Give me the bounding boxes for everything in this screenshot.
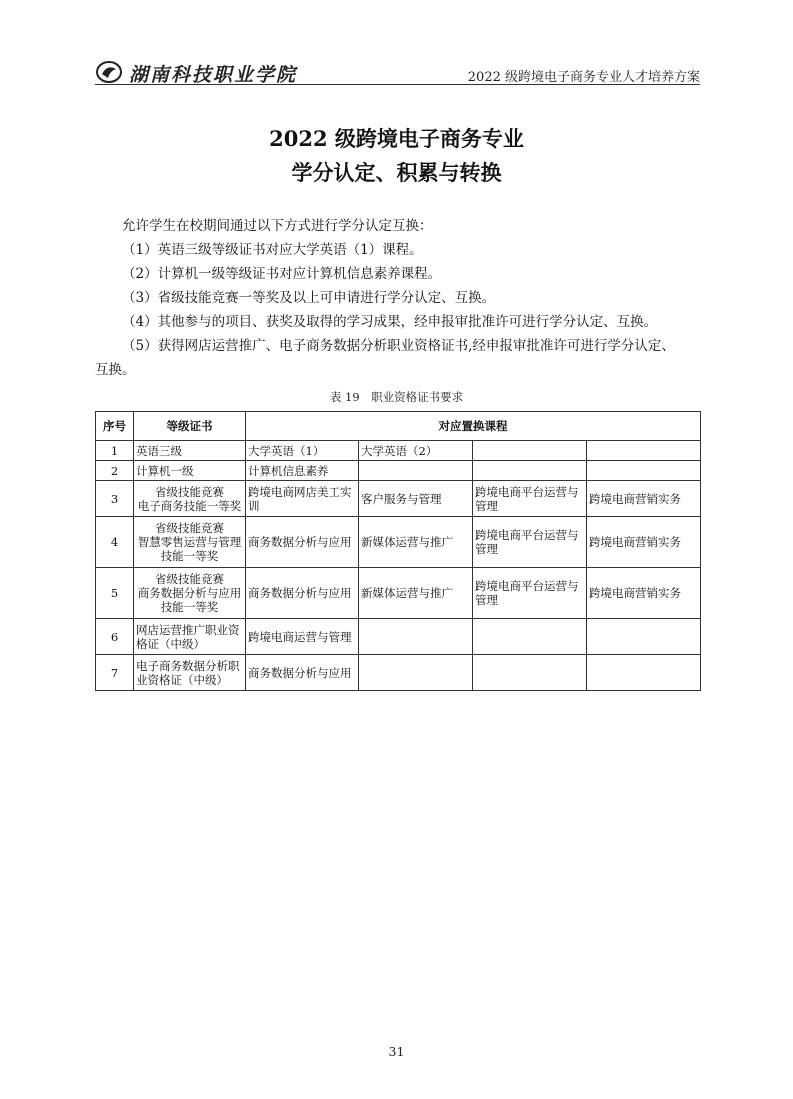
cell-course: 计算机信息素养 — [246, 461, 359, 481]
header-cert: 等级证书 — [134, 412, 246, 441]
cell-course: 商务数据分析与应用 — [246, 655, 359, 691]
table-row — [96, 619, 701, 655]
cell-course: 跨境电商网店美工实训 — [246, 481, 359, 517]
certificate-table — [95, 411, 701, 691]
header-no: 序号 — [96, 412, 134, 441]
cell-course: 新媒体运营与推广 — [359, 517, 473, 568]
page-title-line1: 2022 级跨境电子商务专业 — [269, 126, 524, 151]
intro-line: （2）计算机一级等级证书对应计算机信息素养课程。 — [122, 266, 442, 282]
intro-line: （4）其他参与的项目、获奖及取得的学习成果，经申报审批准许可进行学分认定、互换。 — [122, 314, 658, 330]
cell-no: 2 — [96, 461, 134, 481]
cell-course — [359, 619, 473, 655]
cell-course — [473, 461, 587, 481]
cell-course — [587, 619, 701, 655]
cell-cert: 省级技能竞赛 智慧零售运营与管理技能一等奖 — [134, 517, 246, 568]
cell-no: 7 — [96, 655, 134, 691]
table-body — [96, 441, 701, 691]
cell-course — [359, 461, 473, 481]
school-logo-icon — [95, 60, 123, 84]
cell-course — [587, 461, 701, 481]
intro-line: （5）获得网店运营推广、电子商务数据分析职业资格证书,经申报审批准许可进行学分认定、 — [122, 338, 675, 354]
page-number: 31 — [388, 1044, 405, 1059]
intro-line: 互换。 — [95, 362, 136, 378]
cell-course — [587, 655, 701, 691]
page-title-line2: 学分认定、积累与转换 — [291, 160, 502, 185]
cell-course: 大学英语（2） — [359, 441, 473, 461]
cell-course: 跨境电商营销实务 — [587, 517, 701, 568]
cell-no: 3 — [96, 481, 134, 517]
intro-paragraph — [95, 214, 700, 382]
cell-no: 4 — [96, 517, 134, 568]
header-divider — [95, 84, 700, 85]
cell-course: 商务数据分析与应用 — [246, 568, 359, 619]
cell-course: 跨境电商营销实务 — [587, 481, 701, 517]
table-row — [96, 441, 701, 461]
intro-line: （1）英语三级等级证书对应大学英语（1）课程。 — [122, 242, 423, 258]
cell-cert: 电子商务数据分析职业资格证（中级） — [134, 655, 246, 691]
cell-course: 客户服务与管理 — [359, 481, 473, 517]
table-row — [96, 568, 701, 619]
cell-cert: 省级技能竞赛 电子商务技能一等奖 — [134, 481, 246, 517]
cell-course — [473, 655, 587, 691]
table-row — [96, 655, 701, 691]
intro-line: 允许学生在校期间通过以下方式进行学分认定互换： — [122, 218, 433, 234]
cell-course: 跨境电商平台运营与管理 — [473, 568, 587, 619]
cell-course: 新媒体运营与推广 — [359, 568, 473, 619]
intro-line: （3）省级技能竞赛一等奖及以上可申请进行学分认定、互换。 — [122, 290, 496, 306]
cell-no: 6 — [96, 619, 134, 655]
cell-course: 跨境电商平台运营与管理 — [473, 481, 587, 517]
cell-course — [359, 655, 473, 691]
cell-course: 大学英语（1） — [246, 441, 359, 461]
table-header-row — [96, 412, 701, 441]
cell-course: 跨境电商运营与管理 — [246, 619, 359, 655]
running-header-title: 2022 级跨境电子商务专业人才培养方案 — [467, 70, 700, 85]
cell-course — [473, 441, 587, 461]
cell-cert: 计算机一级 — [134, 461, 246, 481]
cell-no: 5 — [96, 568, 134, 619]
table-row — [96, 517, 701, 568]
school-name: 湖南科技职业学院 — [129, 64, 298, 86]
cell-course: 商务数据分析与应用 — [246, 517, 359, 568]
header-courses: 对应置换课程 — [246, 412, 701, 441]
cell-course: 跨境电商营销实务 — [587, 568, 701, 619]
page-header — [95, 56, 700, 86]
cell-course: 跨境电商平台运营与管理 — [473, 517, 587, 568]
table-row — [96, 481, 701, 517]
cell-cert: 省级技能竞赛 商务数据分析与应用技能一等奖 — [134, 568, 246, 619]
table-row — [96, 461, 701, 481]
cell-no: 1 — [96, 441, 134, 461]
cell-cert: 英语三级 — [134, 441, 246, 461]
cell-course — [587, 441, 701, 461]
table-caption: 表 19 职业资格证书要求 — [329, 390, 464, 404]
cell-course — [473, 619, 587, 655]
cell-cert: 网店运营推广职业资格证（中级） — [134, 619, 246, 655]
